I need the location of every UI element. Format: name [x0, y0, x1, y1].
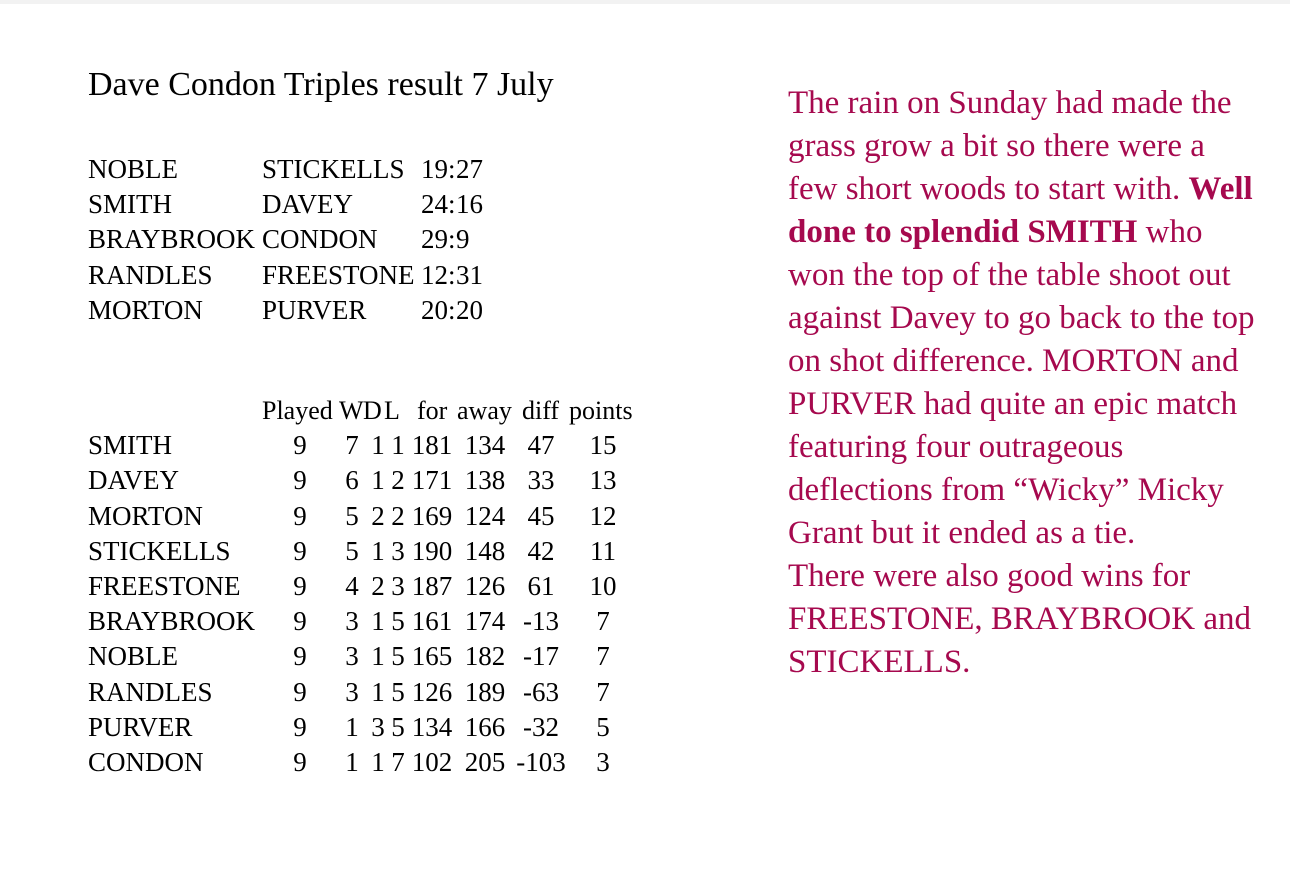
away-score: 16 [456, 189, 483, 220]
home-team: RANDLES [88, 259, 213, 290]
home-score: 19 [421, 154, 448, 184]
match-report [788, 82, 1258, 684]
team-name: NOBLE [88, 641, 178, 672]
team-name: DAVEY [88, 465, 180, 496]
report-highlight: Well done to splendid SMITH [788, 171, 1253, 250]
away-team: PURVER [262, 294, 367, 325]
top-border [0, 0, 1290, 4]
team-name: FREESTONE [88, 570, 241, 601]
home-score: 29 [421, 224, 448, 255]
away-score: 31 [456, 259, 483, 290]
home-team: SMITH [88, 189, 173, 220]
report-intro: The rain on Sunday had made the grass grow a bit so there were a few short woods to start with. [788, 85, 1232, 207]
page-title: Dave Condon Triples result 7 July [88, 66, 554, 103]
report-paragraph [788, 82, 1258, 555]
away-score: 27 [456, 154, 483, 184]
team-name: MORTON [88, 500, 203, 531]
away-score: 9 [456, 224, 470, 255]
team-name: PURVER [88, 711, 193, 742]
header-points: points [569, 396, 633, 425]
report-closing: There were also good wins for FREESTONE, BRAYBROOK and STICKELLS. [788, 558, 1251, 680]
away-team: FREESTONE [262, 259, 415, 290]
team-name: STICKELLS [88, 535, 231, 566]
home-score: 24 [421, 189, 448, 220]
home-team: MORTON [88, 294, 203, 325]
home-team: NOBLE [88, 154, 178, 184]
team-name: RANDLES [88, 676, 213, 707]
away-team: DAVEY [262, 189, 354, 220]
home-team: BRAYBROOK [88, 224, 256, 255]
header-away: away [457, 396, 512, 425]
away-score: 20 [456, 294, 483, 325]
header-d: D [363, 396, 382, 425]
header-w: W [339, 396, 364, 425]
team-name: SMITH [88, 430, 173, 461]
home-score: 20 [421, 294, 448, 325]
header-l: L [384, 396, 400, 425]
header-diff: diff [522, 396, 560, 425]
report-body: who won the top of the table shoot out against Davey to go back to the top on shot difference. MORTON and PURVER had quite an epic match featuring four outrageous deflections from “Wicky” Micky Grant but it ended as a tie. [788, 214, 1255, 551]
team-name: CONDON [88, 746, 204, 777]
home-score: 12 [421, 259, 448, 290]
header-played: Played [262, 396, 333, 425]
away-team: CONDON [262, 224, 378, 255]
team-name: BRAYBROOK [88, 606, 256, 637]
away-team: STICKELLS [262, 154, 405, 184]
header-for: for [417, 396, 448, 425]
